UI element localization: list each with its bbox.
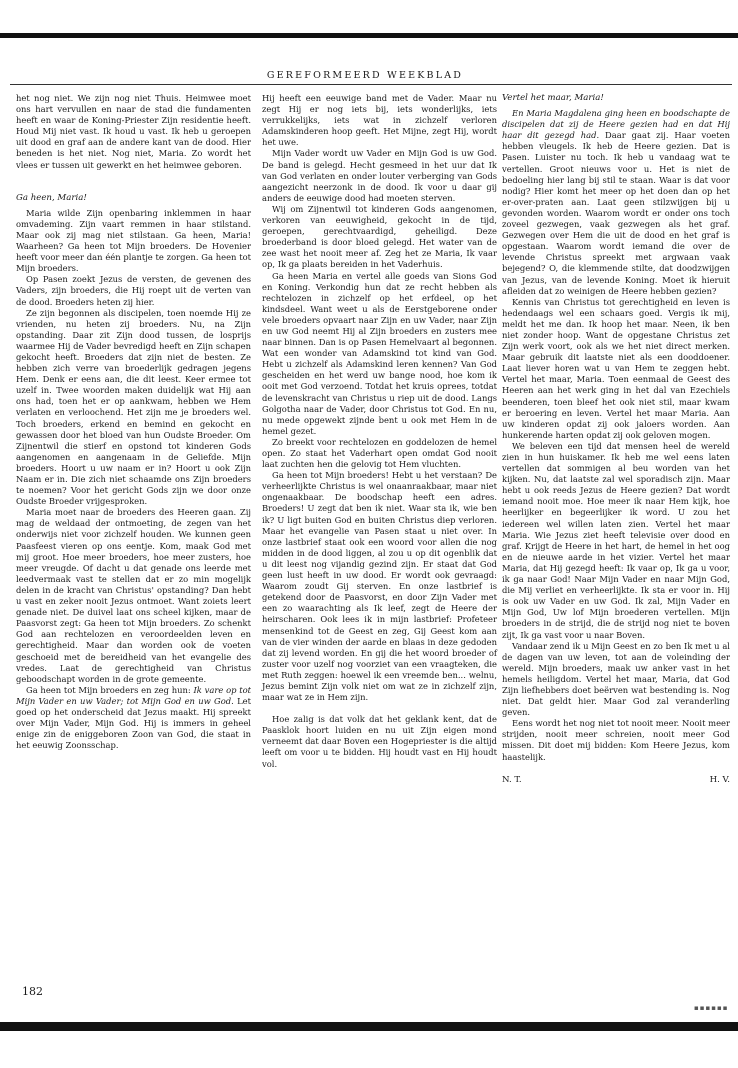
page-number: 182 <box>22 985 43 998</box>
scan-edge-mark: ▪▪▪▪▪▪ <box>694 1004 729 1012</box>
column-left <box>16 93 251 751</box>
paragraph: We beleven een tijd dat mensen heel de wereld zien in hun huiskamer. Ik heb me wel eens laten vertellen dat sommigen al beu worden van het kijken. Nu, dat laatste zal wel sporadisch zijn. Maar hebt u ook reeds Jezus de Heere gezien? Dat wordt iemand nooit moe. Hoe meer ik naar Hem kijk, hoe heerlijker en begeerlijker ik word. U zou het iedereen wel willen laten zien. Vertel het maar Maria. Wie Jezus ziet heeft televisie over dood en graf. Krijgt de Heere in het hart, de hemel in het oog en de nieuwe aarde in het vizier. Vertel het maar Maria, dat Hij gezegd heeft: Ik vaar op, Ik ga u voor, ik ga naar God! Naar Mijn Vader en naar Mijn God, die Mij verliet en verheerlijkte. Ik sta er voor in. Hij is ook uw Vader en uw God. Ik zal, Mijn Vader en Mijn God, Uw lof Mijn broederen vertellen. Mijn broeders in de strijd, die de strijd nog niet te boven zijt, Ik ga vast voor u naar Boven. <box>502 440 730 640</box>
paragraph: Ga heen tot Mijn broeders! Hebt u het verstaan? De verheerlijkte Christus is wel onaanraakbaar, maar niet ongenaakbaar. De boodschap heeft een adres. Broeders! U zegt dat ben ik niet. Waar sta ik, wie ben ik? U ligt buiten God en buiten Christus diep verloren. Maar het evangelie van Pasen staat u niet over. In onze lastbrief staat ook een woord voor allen die nog midden in de dood liggen, al zou u op dit ogenblik dat u dit leest nog vijandig gezind zijn. Er staat dat God geen lust heeft in uw dood. Er wordt ook gevraagd: Waarom zoudt Gij sterven. En onze lastbrief is getekend door de Paasvorst, en door Zijn Vader met een zo waarachting als Ik leef, zegt de Heere der heirscharen. Ook lees ik in mijn lastbrief: Profeteer mensenkind tot de Geest en zeg, Gij Geest kom aan van de vier winden der aarde en blaas in deze gedoden dat zij levend worden. En gij die het woord broeder of zuster voor uzelf nog voorziet van een vraagteken, die met Ruth zeggen: hoewel ik een vreemde ben... welnu, Jezus bemint Zijn volk niet om wat ze in zichzelf zijn, maar wat ze in Hem zijn. <box>262 470 497 703</box>
paragraph: Eens wordt het nog niet tot nooit meer. Nooit meer strijden, nooit meer schreien, nooit meer God missen. Dit doet mij bidden: Kom Heere Jezus, kom haastelijk. <box>502 718 730 762</box>
paragraph <box>16 685 251 752</box>
signature-left: N. T. <box>502 774 522 785</box>
paragraph: Op Pasen zoekt Jezus de versten, de gevenen des Vaders, zijn broeders, die Hij roept uit de verten van de dood. Broeders heten zij hier. <box>16 274 251 307</box>
text-run: Daar gaat zij. Haar voeten hebben vleugels. Ik heb de Heere gezien. Dat is Pasen. Luister nu toch. Ik heb u vandaag wat te vertellen. Groot nieuws voor u. Het is niet de bedoeling hier lang bij stil te staan. Waar is dat voor nodig? Hier komt het meer op het doen dan op het er-over-praten aan. Laat geen stilzwijgen bij u gevonden worden. Waarom wordt er onder ons toch zoveel gezwegen, vaak gezwegen als het graf. Gezwegen over Hem die uit de dood en het graf is opgestaan. Waarom wordt iemand die over de levende Christus spreekt met argwaan vaak bejegend? O, die klemmende stilte, dat doodzwijgen van Jezus, van de levende Koning. Moet ik hieruit afleiden dat zo weinigen de Heere hebben gezien? <box>502 130 730 296</box>
section-heading-ga-heen: Ga heen, Maria! <box>16 192 87 203</box>
running-header: GEREFORMEERD WEEKBLAD <box>266 70 464 81</box>
paragraph: het nog niet. We zijn nog niet Thuis. Heimwee moet ons hart vervullen en naar de stad die fundamenten heeft en waar de Koning-Priester Zijn residentie heeft. Houd Mij niet vast. Ik houd u vast. Ik heb u geroepen uit dood en graf aan de andere kant van de dood. Hier beneden is het niet. Nog niet, Maria. Zo wordt het vlees er tussen uit gewerkt en het heimwee geboren. <box>16 93 251 170</box>
paragraph: Hoe zalig is dat volk dat het geklank kent, dat de Paasklok hoort luiden en nu uit Zijn eigen mond verneemt dat daar Boven een Hogepriester is die altijd leeft om voor u te bidden. Hij houdt vast en Hij houdt vol. <box>262 714 497 769</box>
column-right <box>502 93 730 786</box>
paragraph: Zo breekt voor rechtelozen en goddelozen de hemel open. Zo staat het Vaderhart open omdat God nooit laat zuchten hen die gelovig tot Hem vluchten. <box>262 436 497 470</box>
section-heading-vertel-het-maar: Vertel het maar, Maria! <box>502 93 604 103</box>
top-rule-bar <box>0 33 738 38</box>
signature-right: H. V. <box>709 774 730 785</box>
scripture-quote: En Maria Magdalena ging heen en boodschapte de discipelen dat zij de Heere gezien had en dat Hij haar dit gezegd had. <box>502 108 730 141</box>
header-rule <box>10 84 732 85</box>
paragraph: Maria wilde Zijn openbaring inklemmen in haar omvademing. Zijn vaart remmen in haar stilstand. Maar ook zij mag niet stilstaan. Ga heen, Maria! Waarheen? Ga heen tot Mijn broeders. De Hovenier heeft voor meer dan één plantje te zorgen. Ga heen tot Mijn broeders. <box>16 207 251 274</box>
text-run: Let goed op het onderscheid dat Jezus maakt. Hij spreekt over Mijn Vader, Mijn God. Hij is immers in geheel enige zin de eniggeboren Zoon van God, die staat in het eeuwig Zoonsschap. <box>16 695 251 751</box>
paragraph: Maria moet naar de broeders des Heeren gaan. Zij mag de weldaad der ontmoeting, de zegen van het onderwijs niet voor zichzelf houden. We kunnen geen Paasfeest vieren op ons eentje. Kom, maak God met mij groot. Hoe meer broeders, hoe meer zusters, hoe meer vreugde. Of dacht u dat genade ons leerde met leedvermaak vast te stellen dat er zo min mogelijk delen in de kracht van Christus' opstanding? Dan hebt u vast en zeker nooit Jezus ontmoet. Want zoiets leert genade niet. De duivel laat ons scheel kijken, maar de Paasvorst zegt: Ga heen tot Mijn broeders. Zo schenkt God aan rechtelozen en veroordeelden leven en gerechtigheid. Maar dan worden ook de voeten geschoeid met de bereidheid van het evangelie des vredes. Laat de gerechtigheid van Christus geboodschapt worden in de grote gemeente. <box>16 507 251 684</box>
paragraph: Vandaar zend ik u Mijn Geest en zo ben Ik met u al de dagen van uw leven, tot aan de voleinding der wereld. Mijn broeders, maak uw anker vast in het hemels heiligdom. Vertel het maar, Maria, dat God Zijn liefhebbers doet beërven wat bestending is. Nog niet. Dat geldt hier. Maar God zal veranderling geven. <box>502 640 730 718</box>
paragraph: Hij heeft een eeuwige band met de Vader. Maar nu zegt Hij er nog iets bij, iets wonderlijks, iets verrukkelijks, iets wat in zichzelf verloren Adamskinderen hoop geeft. Het Mijne, zegt Hij, wordt het uwe. <box>262 93 497 148</box>
paragraph: Wij om Zijnentwil tot kinderen Gods aangenomen, verkoren van eeuwigheid, gekocht in de tijd, geroepen, gerechtvaardigd, geheiligd. Deze broederband is door bloed gelegd. Het water van de zee wast het nooit meer af. Zeg het ze Maria, Ik vaar op, Ik ga plaats bereiden in het Vaderhuis. <box>262 203 497 270</box>
text-run: Ga heen tot Mijn broeders en zeg hun: <box>26 684 194 695</box>
paragraph: Kennis van Christus tot gerechtigheid en leven is hedendaags wel een schaars goed. Vergis ik mij, meldt het me dan. Ik hoop het maar. Neen, ik ben niet zonder hoop. Want de opgestane Christus zet Zijn werk voort, ook als we het niet direct merken. Maar gebruik dit laatste niet als een dooddoener. Laat liever horen wat u van Hem te zeggen hebt. Vertel het maar, Maria. Toen eenmaal de Geest des Heeren aan het werk ging in het dal van Ezechiels beenderen, toen bleef het ook niet stil, maar kwam er beroering en leven. Vertel het maar Maria. Aan uw kinderen opdat zij ook jaloers worden. Aan hunkerende harten opdat zij ook geloven mogen. <box>502 296 730 440</box>
paragraph: Ze zijn begonnen als discipelen, toen noemde Hij ze vrienden, nu heten zij broeders. Nu, na Zijn opstanding. Daar zit Zijn dood tussen, de losprijs waarmee Hij de Vader bevredigd heeft en Zijn schapen gekocht heeft. Broeders dat zijn niet de besten. Ze hebben zich verre van broederlijk gedragen jegens Hem. Denk er eens aan, die dit leest. Keer ermee tot uzelf in. Twee woorden maken duidelijk wat Hij aan ons had, toen het er op aankwam, hebben we Hem verlaten en verloochend. Het zijn me je broeders wel. Toch broeders, erkend en bemind en gekocht en gewassen door het bloed van hun Oudste Broeder. Om Zijnentwil die stierf en opstond tot kinderen Gods aangenomen en aangenaam in de Geliefde. Mijn broeders. Hoort u uw naam er in? Hoort u ook Zijn Naam er in. Die zich niet schaamde ons Zijn broeders te noemen? Voor het gericht Gods zijn we door onze Oudste Broeder vrijgesproken. <box>16 307 251 507</box>
paragraph: Ga heen Maria en vertel alle goeds van Sions God en Koning. Verkondig hun dat ze recht hebben als rechtelozen in zichzelf op het erfdeel, op het kindsdeel. Want weet u als de Eerstgeborene onder vele broeders opvaart naar Zijn en uw Vader, naar Zijn en uw God neemt Hij al Zijn broeders en zusters mee naar binnen. Dan is op Pasen Hemelvaart al begonnen. Wat een wonder van Adamskind tot kind van God. Hebt u zichzelf als Adamskind leren kennen? Van God gescheiden en het werd uw bange nood, hoe kom ik ooit met God verzoend. Totdat het kruis oprees, totdat de levenskracht van Christus u riep uit de dood. Langs Golgotha naar de Vader, door Christus tot God. En nu, nu mede opgewekt zijnde bent u ook met Hem in de hemel gezet. <box>262 270 497 436</box>
scripture-quote: Ik vare op tot Mijn Vader en uw Vader; tot Mijn God en uw God. <box>16 684 252 706</box>
column-middle <box>262 93 497 770</box>
paragraph <box>502 108 730 297</box>
bottom-rule-bar <box>0 1022 738 1031</box>
paragraph: Mijn Vader wordt uw Vader en Mijn God is uw God. De band is gelegd. Hecht gesmeed in het uur dat Ik van God verlaten en onder louter verberging van Gods aangezicht neerzonk in de dood. Ik voor u daar gij anders de eeuwige dood had moeten sterven. <box>262 148 497 203</box>
signature-line <box>502 775 730 786</box>
